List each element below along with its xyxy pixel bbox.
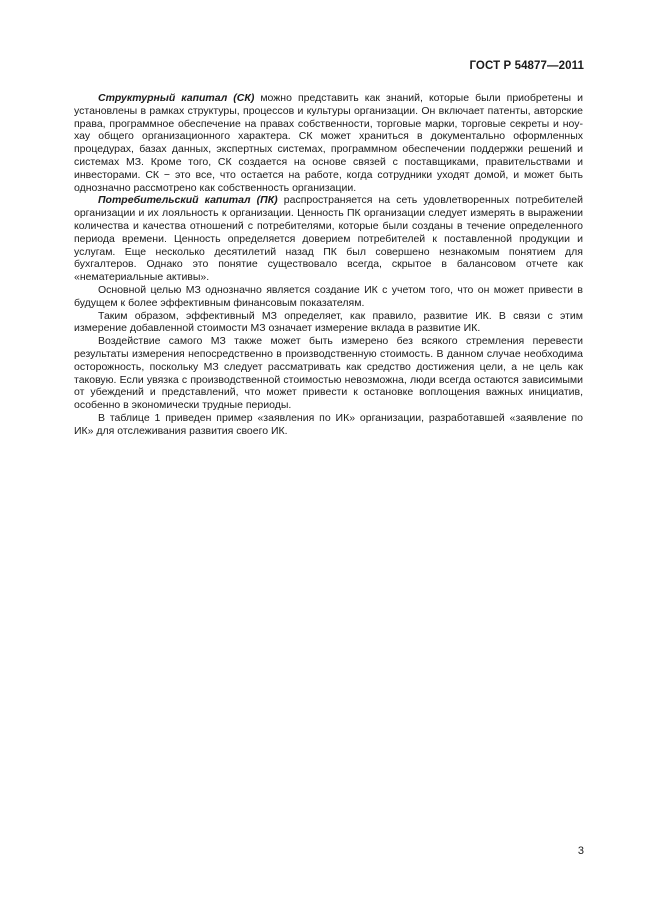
- paragraph-main-goal: Основной целью МЗ однозначно является создание ИК с учетом того, что он может привести в будущем к более эффективным финансовым показателям.: [74, 283, 583, 309]
- paragraph-text: распространяется на сеть удовлетворенных потребителей организации и их лояльность к организации. Ценность ПК организации следует измерять в выражении количества и качества отношений с потребителями, которые были созданы в течение определенного периода времени. Ценность определяется доверием потребителей к поставленной продукции и услугам. Еще несколько десятилетий назад ПК был совершено незнакомым понятием для бухгалтеров. Однако это понятие существовало всегда, скрытое в балансовом отчете как «нематериальные активы».: [74, 194, 583, 284]
- term-structural-capital: Структурный капитал (СК): [98, 92, 255, 104]
- paragraph-km-impact: Воздействие самого МЗ также может быть измерено без всякого стремления перевести результаты измерения непосредственно в производственную стоимость. В данном случае необходима осторожность, поскольку МЗ следует рассматривать как средство достижения цели, а не цель как таковую. Если увязка с производственной стоимостью невозможна, люди всегда остаются зависимыми от убеждений и представлений, что может привести к остановке воплощения важных инициатив, особенно в экономически трудные периоды.: [74, 335, 583, 412]
- document-body: [74, 92, 583, 438]
- paragraph-consumer-capital: [74, 194, 583, 284]
- document-code: ГОСТ Р 54877—2011: [469, 60, 584, 72]
- page-number: 3: [577, 845, 584, 857]
- paragraph-text: можно представить как знаний, которые были приобретены и установлены в рамках структуры, процессов и культуры организации. Он включает патенты, авторские права, программное обеспечение на правах собственности, торговые марки, торговые секреты и ноу-хау общего организационного характера. СК может храниться в документально оформленных процедурах, базах данных, экспертных системах, программном обеспечении поддержки решений и системах МЗ. Кроме того, СК создается на основе связей с поставщиками, правительствами и инвесторами. СК − это все, что остается на работе, когда сотрудники уходят домой, и может быть однозначно рассмотрено как собственность организации.: [74, 92, 583, 194]
- paragraph-effective-km: Таким образом, эффективный МЗ определяет, как правило, развитие ИК. В связи с этим измерение добавленной стоимости МЗ означает измерение вклада в развитие ИК.: [74, 309, 583, 335]
- term-consumer-capital: Потребительский капитал (ПК): [98, 194, 278, 207]
- paragraph-structural-capital: [74, 92, 583, 194]
- paragraph-table-reference: В таблице 1 приведен пример «заявления по ИК» организации, разработавшей «заявление по ИК» для отслеживания развития своего ИК.: [74, 411, 583, 437]
